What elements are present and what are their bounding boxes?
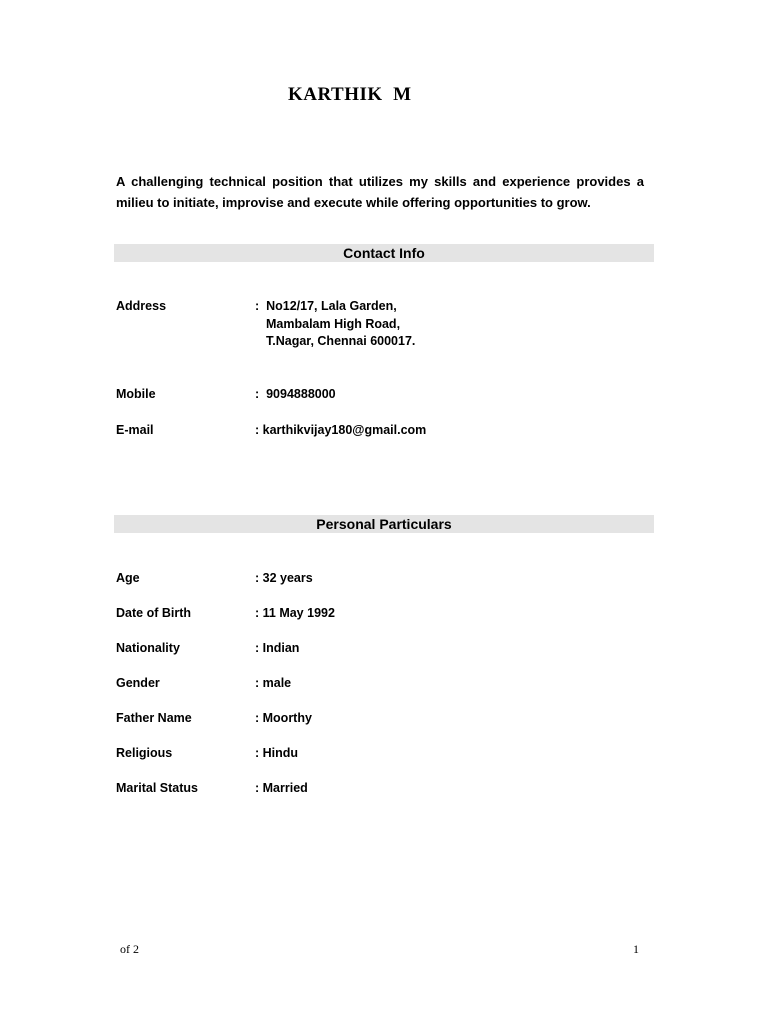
- religious-value: : Hindu: [255, 746, 299, 760]
- religious-label: Religious: [116, 746, 173, 760]
- address-line-1: : No12/17, Lala Garden,: [255, 299, 397, 313]
- address-label: Address: [116, 299, 167, 313]
- gender-value: : male: [255, 676, 292, 690]
- marital-status-value: : Married: [255, 781, 308, 795]
- email-label: E-mail: [116, 423, 154, 437]
- personal-particulars-heading: Personal Particulars: [114, 515, 654, 533]
- address-line-3: T.Nagar, Chennai 600017.: [266, 334, 416, 348]
- gender-label: Gender: [116, 676, 160, 690]
- marital-status-label: Marital Status: [116, 781, 198, 795]
- contact-info-heading: Contact Info: [114, 244, 654, 262]
- page-number: 1: [633, 942, 639, 956]
- mobile-label: Mobile: [116, 387, 156, 401]
- dob-label: Date of Birth: [116, 606, 191, 620]
- address-line-2: Mambalam High Road,: [266, 317, 401, 331]
- nationality-value: : Indian: [255, 641, 300, 655]
- mobile-value: : 9094888000: [255, 387, 336, 401]
- resume-name: KARTHIK M: [288, 84, 412, 105]
- father-name-label: Father Name: [116, 711, 192, 725]
- father-name-value: : Moorthy: [255, 711, 312, 725]
- age-label: Age: [116, 571, 140, 585]
- page-count: of 2: [120, 942, 139, 956]
- nationality-label: Nationality: [116, 641, 180, 655]
- dob-value: : 11 May 1992: [255, 606, 335, 620]
- age-value: : 32 years: [255, 571, 313, 585]
- objective-text: A challenging technical position that utilizes my skills and experience provides a milieu to initiate, improvise and execute while offering opportunities to grow.: [116, 174, 644, 210]
- email-value: : karthikvijay180@gmail.com: [255, 423, 427, 437]
